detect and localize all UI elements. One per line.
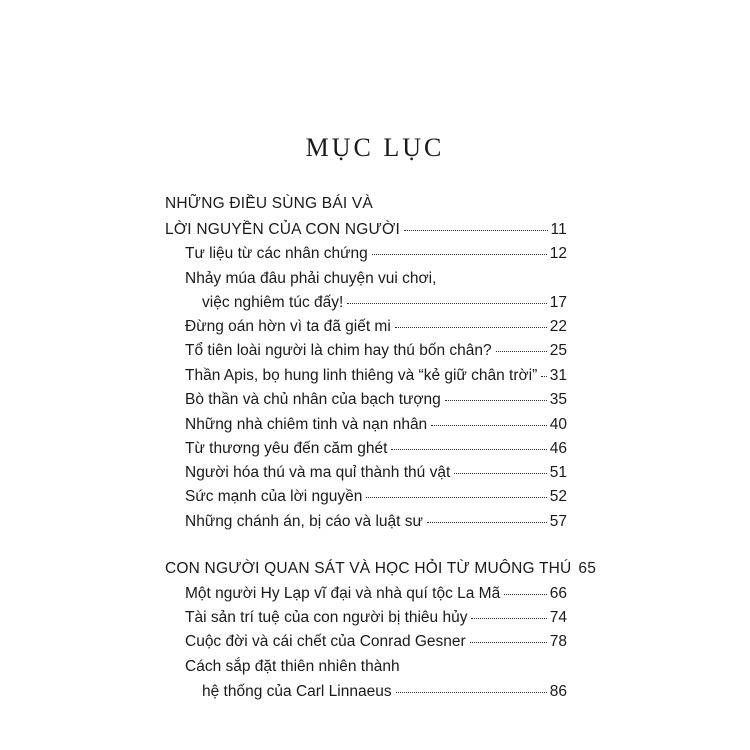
entry-title: Tài sản trí tuệ của con người bị thiêu hủy <box>185 609 468 626</box>
page-number: 40 <box>549 416 567 433</box>
entry-title: Từ thương yêu đến căm ghét <box>185 440 388 457</box>
toc-entry[interactable] <box>185 440 567 458</box>
page-number: 66 <box>549 585 567 602</box>
toc-entry[interactable] <box>185 633 567 651</box>
page-number: 57 <box>549 513 567 530</box>
toc-entry[interactable] <box>165 221 567 239</box>
page-number: 51 <box>549 464 567 481</box>
entry-title: Cách sắp đặt thiên nhiên thành <box>185 658 400 675</box>
entry-title: Người hóa thú và ma quỉ thành thú vật <box>185 464 451 481</box>
toc-entry[interactable] <box>202 294 567 312</box>
page-number: 74 <box>549 609 567 626</box>
toc-entry-line1[interactable] <box>185 658 400 676</box>
dot-leader <box>496 351 547 352</box>
entry-title: Bò thần và chủ nhân của bạch tượng <box>185 391 441 408</box>
toc-entry-line1[interactable] <box>185 270 436 288</box>
dot-leader <box>541 376 546 377</box>
toc-entry[interactable] <box>185 318 567 336</box>
toc-entry[interactable] <box>202 683 567 701</box>
entry-title: Tư liệu từ các nhân chứng <box>185 245 368 262</box>
page-title: MỤC LỤC <box>305 133 445 162</box>
toc-entry[interactable] <box>165 560 597 578</box>
toc-entry[interactable] <box>185 342 567 360</box>
page-number: 11 <box>550 221 567 238</box>
page-number: 12 <box>549 245 567 262</box>
page-number: 86 <box>549 683 567 700</box>
page-number: 25 <box>549 342 567 359</box>
dot-leader <box>396 692 547 693</box>
page-number: 31 <box>549 367 567 384</box>
entry-title-cont: việc nghiêm túc đấy! <box>202 294 344 311</box>
section-title: LỜI NGUYỀN CỦA CON NGƯỜI <box>165 221 400 238</box>
page-number: 52 <box>549 488 567 505</box>
dot-leader <box>372 254 547 255</box>
toc-entry[interactable] <box>185 416 567 434</box>
toc-entry[interactable] <box>185 513 567 531</box>
entry-title: Đừng oán hờn vì ta đã giết mi <box>185 318 391 335</box>
section-heading-line1 <box>165 195 373 213</box>
entry-title: Những chánh án, bị cáo và luật sư <box>185 513 423 530</box>
entry-title: Nhảy múa đâu phải chuyện vui chơi, <box>185 270 437 287</box>
dot-leader <box>427 522 547 523</box>
entry-title: Cuộc đời và cái chết của Conrad Gesner <box>185 633 466 650</box>
entry-title: Một người Hy Lạp vĩ đại và nhà quí tộc La Mã <box>185 585 501 602</box>
dot-leader <box>391 449 546 450</box>
toc-entry[interactable] <box>185 585 567 603</box>
entry-title-cont: hệ thống của Carl Linnaeus <box>202 683 392 700</box>
page-number: 78 <box>549 633 567 650</box>
dot-leader <box>445 400 547 401</box>
page-number: 46 <box>549 440 567 457</box>
toc-entry[interactable] <box>185 464 567 482</box>
dot-leader <box>504 594 547 595</box>
toc-entry[interactable] <box>185 488 567 506</box>
page-number: 65 <box>578 560 597 577</box>
section-title: NHỮNG ĐIỀU SÙNG BÁI VÀ <box>165 195 373 212</box>
page-number: 35 <box>549 391 567 408</box>
dot-leader <box>431 425 547 426</box>
toc-entry[interactable] <box>185 609 567 627</box>
toc-entry[interactable] <box>185 391 567 409</box>
entry-title: Những nhà chiêm tinh và nạn nhân <box>185 416 428 433</box>
dot-leader <box>471 618 546 619</box>
toc-entry[interactable] <box>185 245 567 263</box>
page-number: 17 <box>549 294 567 311</box>
entry-title: Sức mạnh của lời nguyền <box>185 488 363 505</box>
page-number: 22 <box>549 318 567 335</box>
dot-leader <box>366 497 546 498</box>
dot-leader <box>347 303 546 304</box>
dot-leader <box>454 473 546 474</box>
dot-leader <box>470 642 547 643</box>
dot-leader <box>395 327 547 328</box>
dot-leader <box>404 230 548 231</box>
entry-title: Tổ tiên loài người là chim hay thú bốn chân? <box>185 342 492 359</box>
entry-title: Thần Apis, bọ hung linh thiêng và “kẻ giữ chân trời” <box>185 367 538 384</box>
section-title: CON NGƯỜI QUAN SÁT VÀ HỌC HỎI TỪ MUÔNG THÚ <box>165 560 572 577</box>
toc-entry[interactable] <box>185 367 567 385</box>
